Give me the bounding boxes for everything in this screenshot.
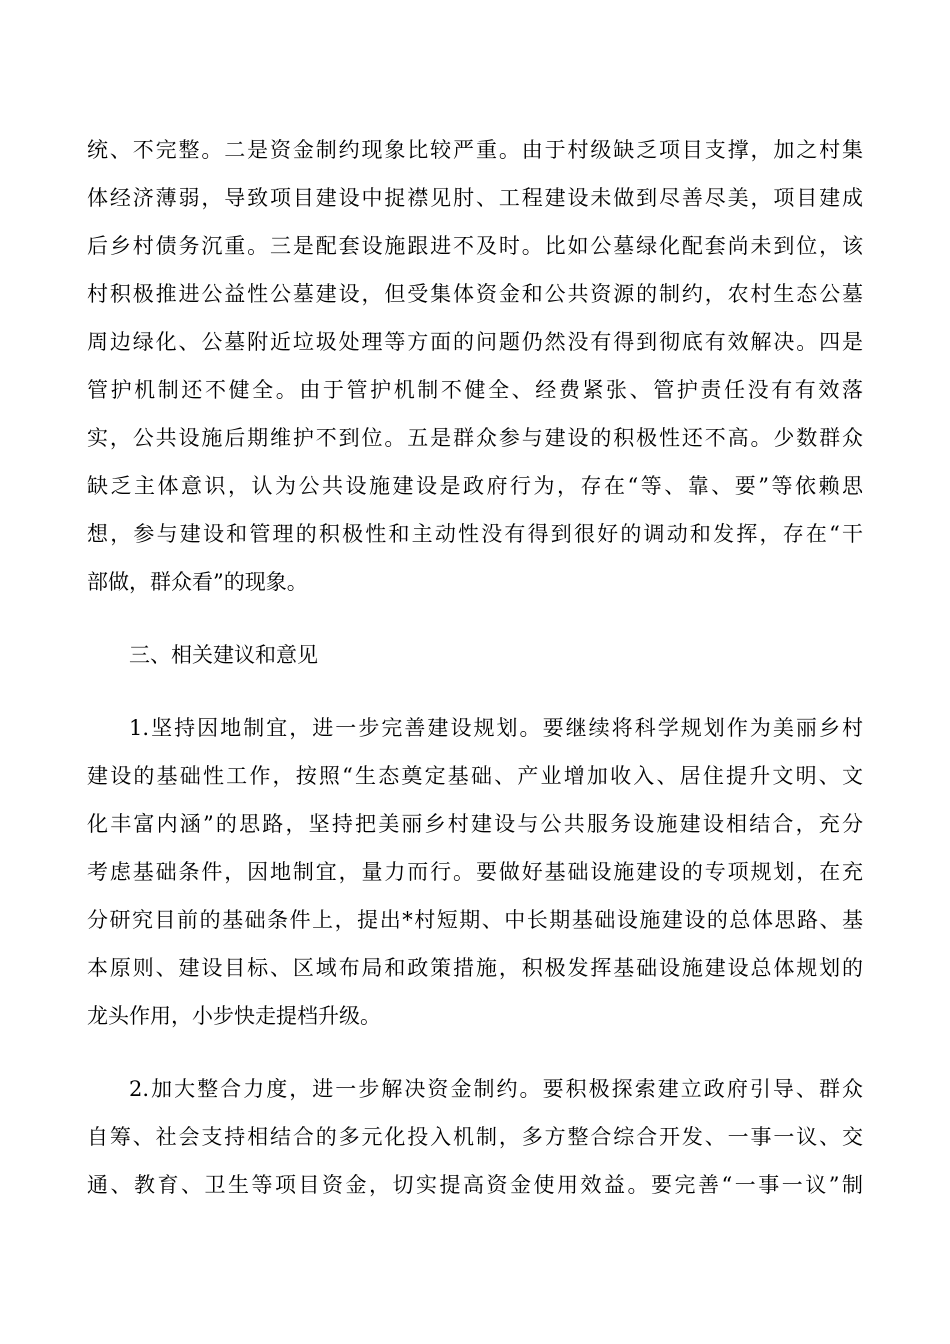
text-line: 村积极推进公益性公墓建设，但受集体资金和公共资源的制约，农村生态公墓 xyxy=(87,282,863,306)
text-line: 实，公共设施后期维护不到位。五是群众参与建设的积极性还不高。少数群众 xyxy=(87,426,863,450)
text-line: 分研究目前的基础条件上，提出*村短期、中长期基础设施建设的总体思路、基 xyxy=(87,908,863,932)
text-line: 自筹、社会支持相结合的多元化投入机制，多方整合综合开发、一事一议、交 xyxy=(87,1125,863,1149)
text-line: 管护机制还不健全。由于管护机制不健全、经费紧张、管护责任没有有效落 xyxy=(87,378,863,402)
text-line: 1.坚持因地制宜，进一步完善建设规划。要继续将科学规划作为美丽乡村 xyxy=(129,716,863,740)
text-line: 2.加大整合力度，进一步解决资金制约。要积极探索建立政府引导、群众 xyxy=(129,1077,863,1101)
text-line: 想，参与建设和管理的积极性和主动性没有得到很好的调动和发挥，存在“干 xyxy=(87,522,863,546)
text-line: 本原则、建设目标、区域布局和政策措施，积极发挥基础设施建设总体规划的 xyxy=(87,956,863,980)
text-line: 通、教育、卫生等项目资金，切实提高资金使用效益。要完善“一事一议”制 xyxy=(87,1173,863,1197)
section-heading: 三、相关建议和意见 xyxy=(129,643,318,667)
text-line: 缺乏主体意识，认为公共设施建设是政府行为，存在“等、靠、要”等依赖思 xyxy=(87,474,863,498)
text-line: 部做，群众看”的现象。 xyxy=(87,570,308,594)
text-line: 化丰富内涵”的思路，坚持把美丽乡村建设与公共服务设施建设相结合，充分 xyxy=(87,812,863,836)
text-line: 体经济薄弱，导致项目建设中捉襟见肘、工程建设未做到尽善尽美，项目建成 xyxy=(87,186,863,210)
text-line: 后乡村债务沉重。三是配套设施跟进不及时。比如公墓绿化配套尚未到位，该 xyxy=(87,234,863,258)
text-line: 建设的基础性工作，按照“生态奠定基础、产业增加收入、居住提升文明、文 xyxy=(87,764,863,788)
text-line: 龙头作用，小步快走提档升级。 xyxy=(87,1004,381,1028)
text-line: 考虑基础条件，因地制宜，量力而行。要做好基础设施建设的专项规划，在充 xyxy=(87,860,863,884)
text-line: 统、不完整。二是资金制约现象比较严重。由于村级缺乏项目支撑，加之村集 xyxy=(87,138,863,162)
text-line: 周边绿化、公墓附近垃圾处理等方面的问题仍然没有得到彻底有效解决。四是 xyxy=(87,330,863,354)
